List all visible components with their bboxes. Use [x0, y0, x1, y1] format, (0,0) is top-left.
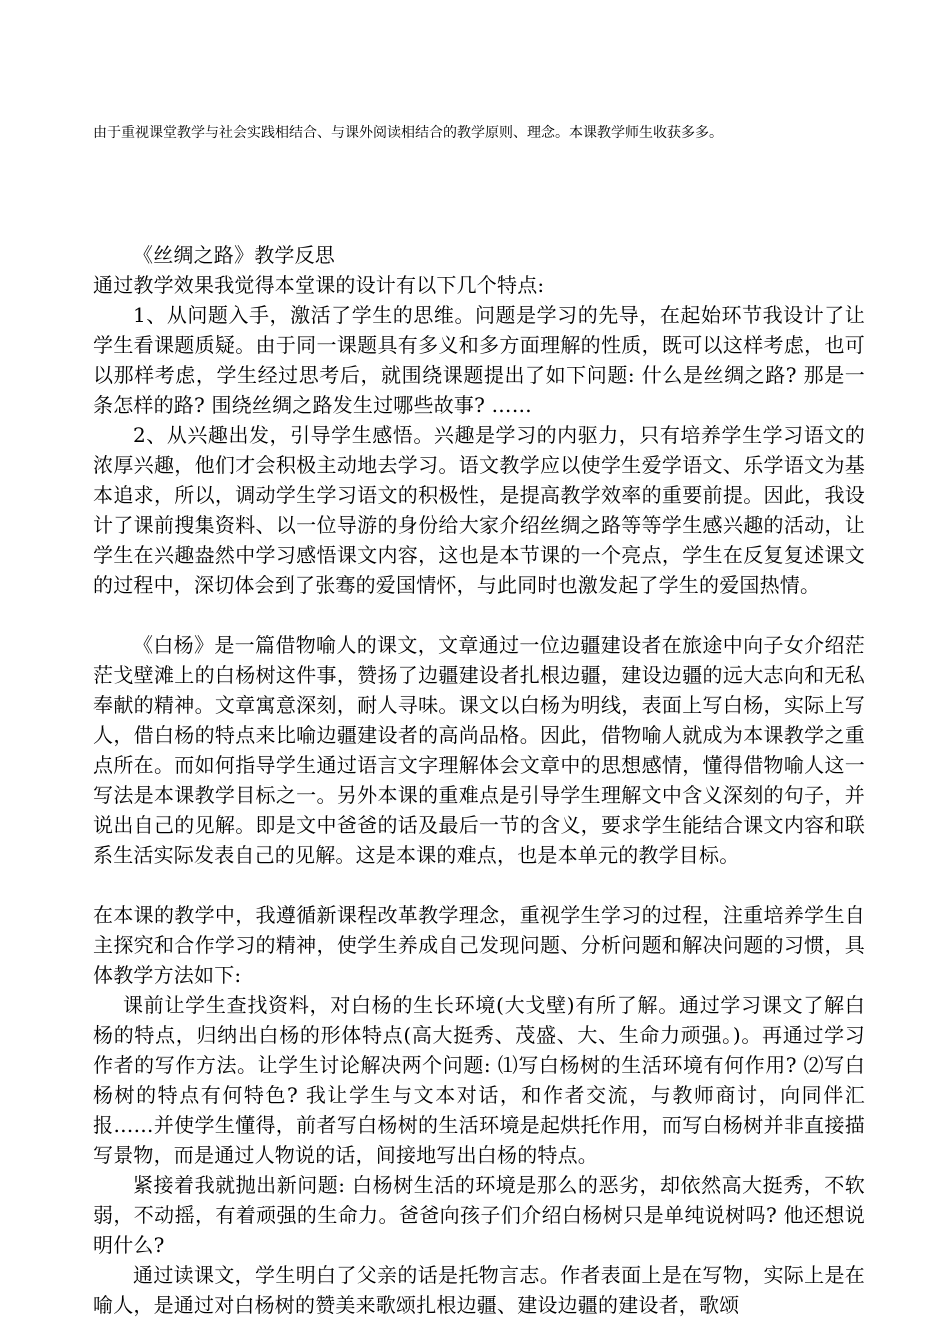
paragraph-new-question: 紧接着我就抛出新问题: 白杨树生活的环境是那么的恶劣，却依然高大挺秀，不软弱，不动摇，有着顽强的生命力。爸爸向孩子们介绍白杨树只是单纯说树吗? 他还想说明什么?: [93, 1173, 865, 1257]
paragraph-silk-road-1: 1、从问题入手，激活了学生的思维。问题是学习的先导，在起始环节我设计了让学生看课题质疑。由于同一课题具有多义和多方面理解的性质，既可以这样考虑，也可以那样考虑，学生经过思考后，就围绕课题提出了如下问题: 什么是丝绸之路? 那是一条怎样的路? 围绕丝绸之路发生过哪些故事? ……: [93, 303, 865, 417]
paragraph-silk-road-2: 2、从兴趣出发，引导学生感悟。兴趣是学习的内驱力，只有培养学生学习语文的浓厚兴趣，他们才会积极主动地去学习。语文教学应以使学生爱学语文、乐学语文为基本追求，所以，调动学生学习语文的积极性，是提高教学效率的重要前提。因此，我设计了课前搜集资料、以一位导游的身份给大家介绍丝绸之路等等学生感兴趣的活动，让学生在兴趣盎然中学习感悟课文内容，这也是本节课的一个亮点，学生在反复复述课文的过程中，深切体会到了张骞的爱国情怀，与此同时也激发起了学生的爱国热情。: [93, 423, 865, 597]
document-body: [93, 240, 865, 1320]
paragraph-teaching-method: 在本课的教学中，我遵循新课程改革教学理念，重视学生学习的过程，注重培养学生自主探究和合作学习的精神，使学生养成自己发现问题、分析问题和解决问题的习惯，具体教学方法如下:: [93, 903, 865, 987]
paragraph-white-poplar-intro: 《白杨》是一篇借物喻人的课文，文章通过一位边疆建设者在旅途中向子女介绍茫茫戈壁滩上的白杨树这件事，赞扬了边疆建设者扎根边疆，建设边疆的远大志向和无私奉献的精神。文章寓意深刻，耐人寻味。课文以白杨为明线，表面上写白杨，实际上写人，借白杨的特点来比喻边疆建设者的高尚品格。因此，借物喻人就成为本课教学之重点所在。而如何指导学生通过语言文字理解体会文章中的思想感情，懂得借物喻人这一写法是本课教学目标之一。另外本课的重难点是引导学生理解文中含义深刻的句子，并说出自己的见解。即是文中爸爸的话及最后一节的含义，要求学生能结合课文内容和联系生活实际发表自己的见解。这是本课的难点，也是本单元的教学目标。: [93, 633, 865, 867]
paragraph-gap: [93, 870, 865, 900]
section-title-silk-road: 《丝绸之路》教学反思: [133, 243, 335, 267]
section-lead: 通过教学效果我觉得本堂课的设计有以下几个特点:: [93, 273, 545, 297]
paragraph-preclass: 课前让学生查找资料，对白杨的生长环境(大戈壁)有所了解。通过学习课文了解白杨的特点，归纳出白杨的形体特点(高大挺秀、茂盛、大、生命力顽强。)。再通过学习作者的写作方法。让学生讨论解决两个问题: ⑴写白杨树的生活环境有何作用? ⑵写白杨树的特点有何特色? 我让学生与文本对话，和作者交流，与教师商讨，向同伴汇报……并使学生懂得，前者写白杨树的生活环境是起烘托作用，而写白杨树并非直接描写景物，而是通过人物说的话，间接地写出白杨的特点。: [93, 993, 865, 1167]
paragraph-reading: 通过读课文，学生明白了父亲的话是托物言志。作者表面上是在写物，实际上是在喻人，是通过对白杨树的赞美来歌颂扎根边疆、建设边疆的建设者，歌颂: [93, 1263, 865, 1317]
intro-line: 由于重视课堂教学与社会实践相结合、与课外阅读相结合的教学原则、理念。本课教学师生收获多多。: [93, 125, 723, 141]
paragraph-gap: [93, 600, 865, 630]
